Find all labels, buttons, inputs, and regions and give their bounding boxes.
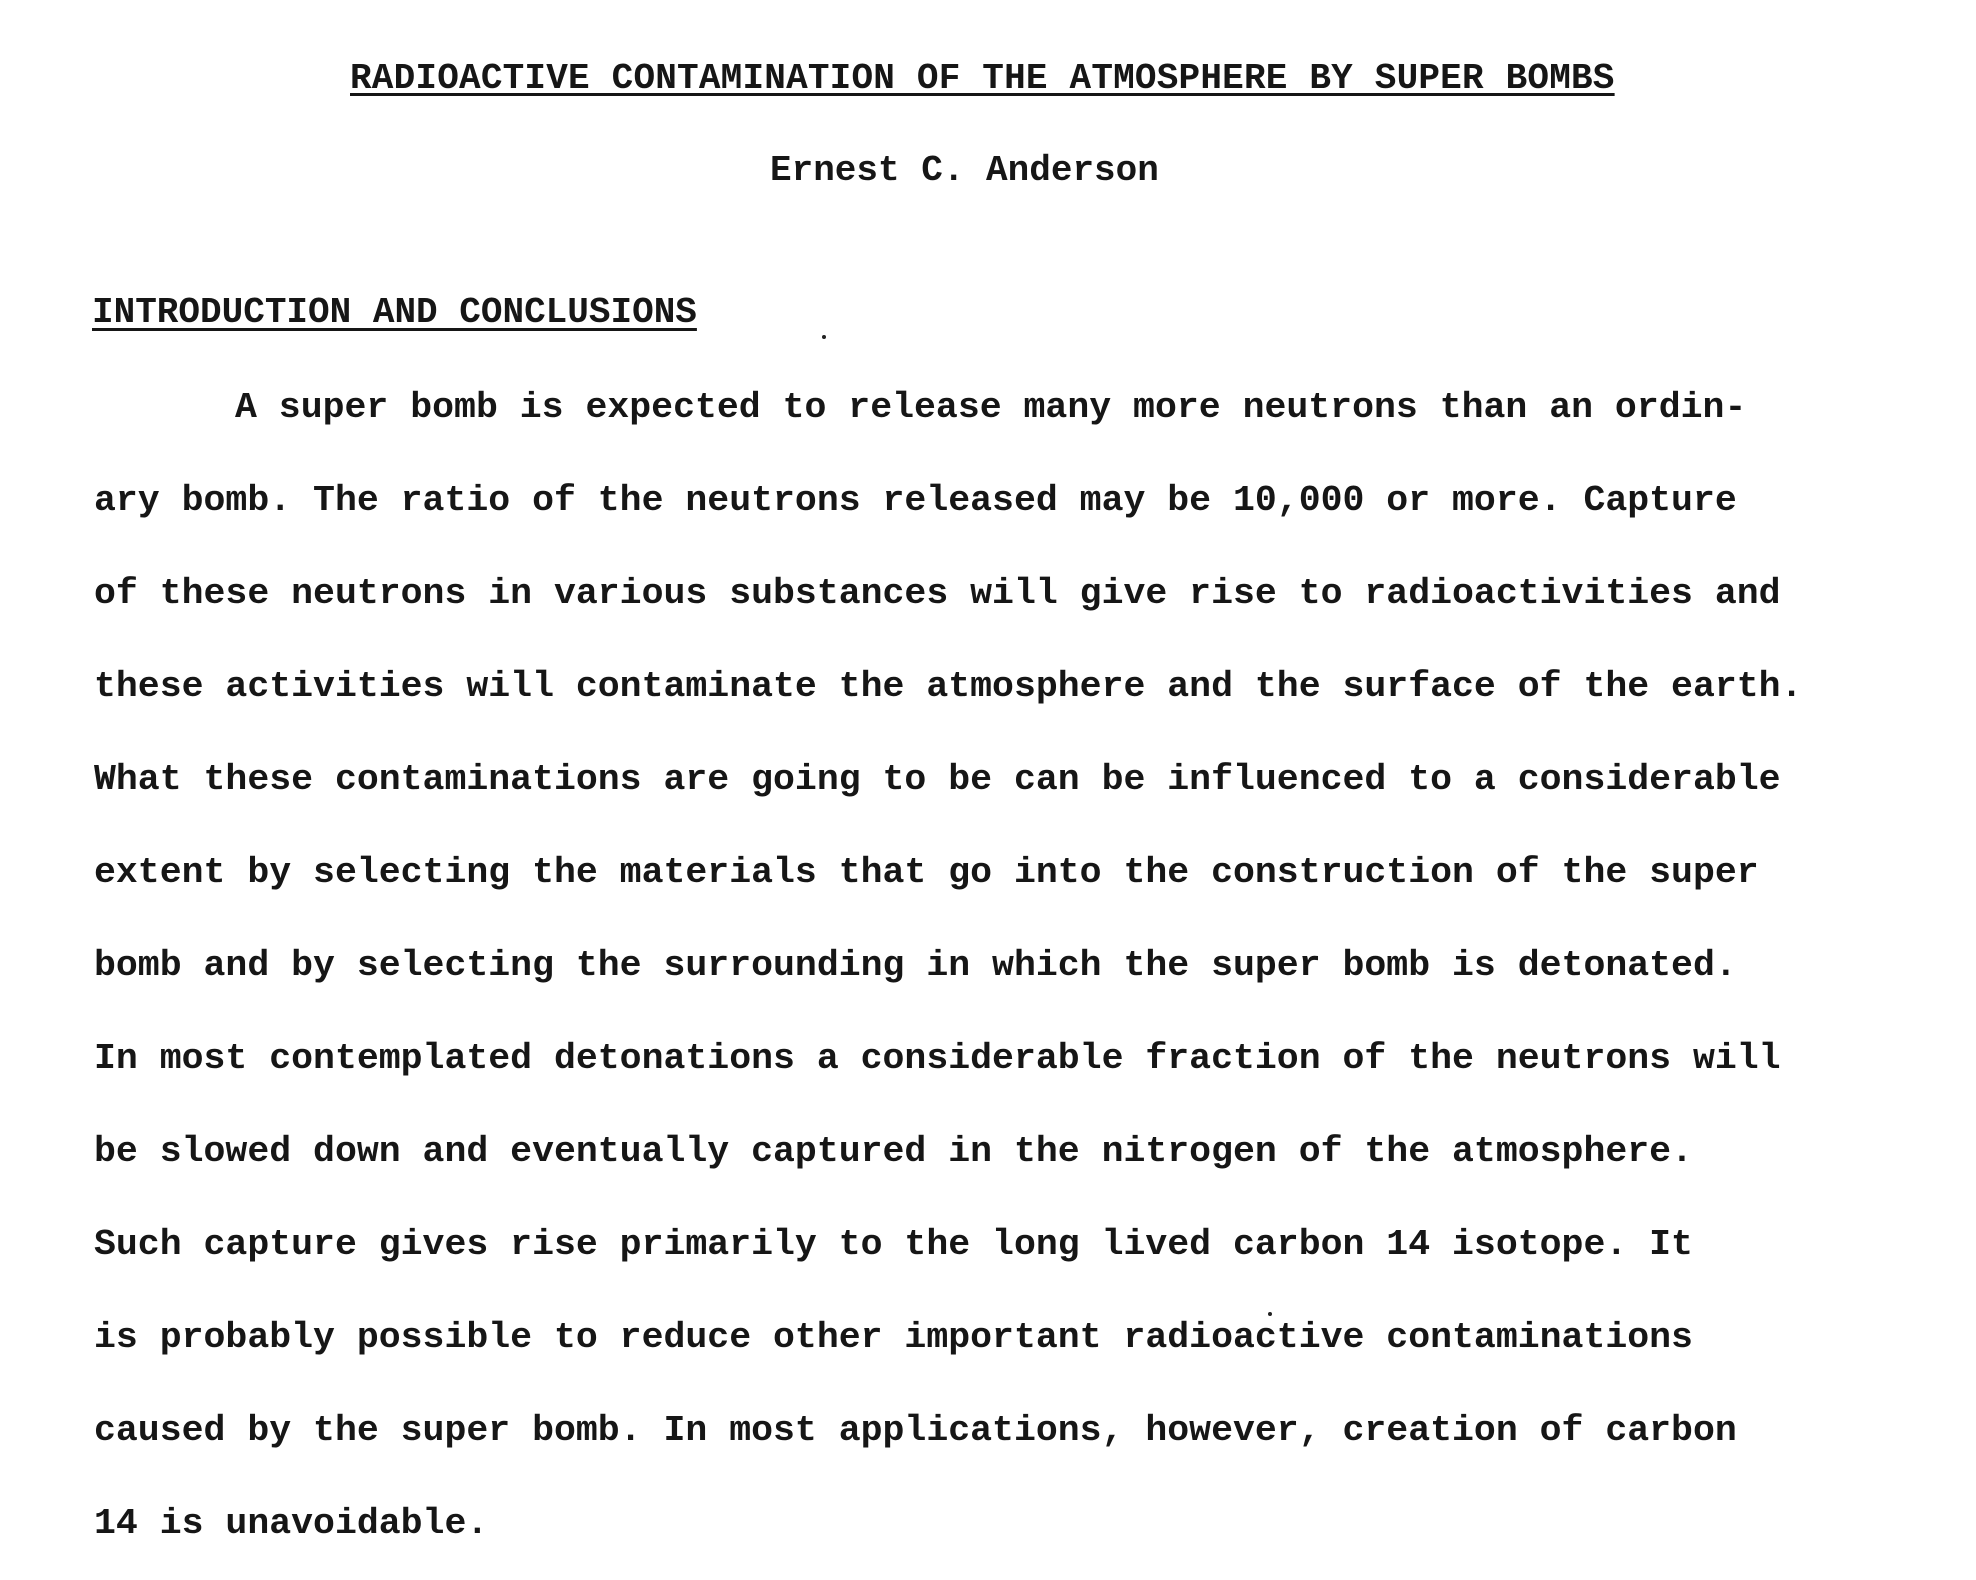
stray-mark: [822, 335, 826, 339]
body-line: What these contaminations are going to be can be influenced to a considerable: [94, 759, 1781, 800]
body-line: A super bomb is expected to release many more neutrons than an ordin-: [235, 387, 1747, 428]
body-line: of these neutrons in various substances will give rise to radioactivities and: [94, 573, 1781, 614]
body-line: ary bomb. The ratio of the neutrons released may be 10,000 or more. Capture: [94, 480, 1737, 521]
document-title: RADIOACTIVE CONTAMINATION OF THE ATMOSPHERE BY SUPER BOMBS: [350, 58, 1615, 99]
body-line: is probably possible to reduce other important radioactive contaminations: [94, 1317, 1693, 1358]
section-heading: INTRODUCTION AND CONCLUSIONS: [92, 292, 697, 333]
body-line: Such capture gives rise primarily to the long lived carbon 14 isotope. It: [94, 1224, 1693, 1265]
body-line: caused by the super bomb. In most applications, however, creation of carbon: [94, 1410, 1737, 1451]
body-line: 14 is unavoidable.: [94, 1503, 489, 1544]
body-line: bomb and by selecting the surrounding in which the super bomb is detonated.: [94, 945, 1737, 986]
document-author: Ernest C. Anderson: [770, 150, 1159, 191]
body-line: extent by selecting the materials that go into the construction of the super: [94, 852, 1759, 893]
stray-mark: [1268, 1312, 1272, 1316]
body-line: be slowed down and eventually captured in the nitrogen of the atmosphere.: [94, 1131, 1693, 1172]
body-line: these activities will contaminate the atmosphere and the surface of the earth.: [94, 666, 1803, 707]
body-line: In most contemplated detonations a considerable fraction of the neutrons will: [94, 1038, 1781, 1079]
